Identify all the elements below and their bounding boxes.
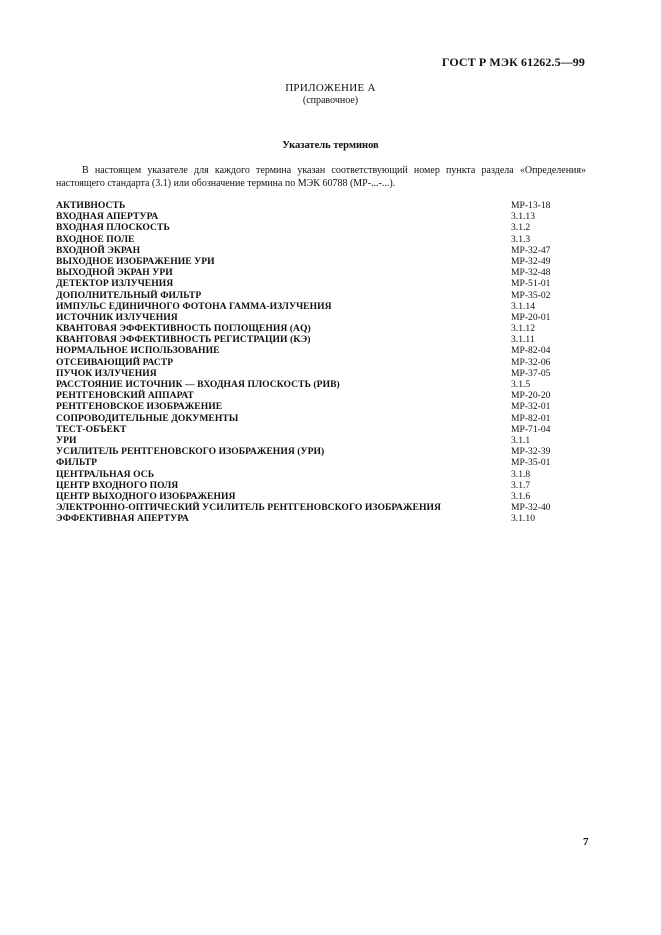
list-item	[56, 513, 576, 524]
list-item	[56, 357, 576, 368]
term-reference: 3.1.10	[511, 513, 535, 525]
term-name: КВАНТОВАЯ ЭФФЕКТИВНОСТЬ РЕГИСТРАЦИИ (KЭ)	[56, 334, 311, 346]
term-reference: МР-32-49	[511, 255, 551, 267]
term-reference: МР-35-02	[511, 289, 551, 301]
term-reference: МР-20-01	[511, 311, 551, 323]
list-item	[56, 301, 576, 312]
term-name: ЭЛЕКТРОННО-ОПТИЧЕСКИЙ УСИЛИТЕЛЬ РЕНТГЕНОВСКОГО ИЗОБРАЖЕНИЯ	[56, 502, 441, 514]
terms-list	[56, 200, 576, 524]
term-reference: МР-32-40	[511, 502, 551, 514]
term-reference: 3.1.5	[511, 379, 531, 390]
term-name: ИСТОЧНИК ИЗЛУЧЕНИЯ	[56, 311, 178, 323]
term-reference: 3.1.13	[511, 211, 535, 223]
list-item	[56, 222, 576, 233]
list-item	[56, 368, 576, 379]
term-name: НОРМАЛЬНОЕ ИСПОЛЬЗОВАНИЕ	[56, 345, 220, 357]
list-item	[56, 312, 576, 323]
term-name: ВХОДНОЙ ЭКРАН	[56, 244, 141, 256]
list-item	[56, 457, 576, 468]
term-reference: 3.1.1	[511, 434, 531, 446]
term-reference: 3.1.11	[511, 334, 535, 346]
list-item	[56, 200, 576, 211]
standard-header: ГОСТ Р МЭК 61262.5—99	[441, 55, 585, 69]
term-name: ТЕСТ-ОБЪЕКТ	[56, 423, 127, 435]
list-item	[56, 334, 576, 345]
list-item	[56, 413, 576, 424]
term-name: ВЫХОДНОЕ ИЗОБРАЖЕНИЕ УРИ	[56, 255, 215, 267]
term-reference: МР-82-01	[511, 412, 551, 424]
list-item	[56, 424, 576, 435]
term-name: ЦЕНТР ВХОДНОГО ПОЛЯ	[56, 479, 179, 491]
term-name: РАССТОЯНИЕ ИСТОЧНИК — ВХОДНАЯ ПЛОСКОСТЬ (РИВ)	[56, 379, 340, 390]
term-reference: МР-13-18	[511, 200, 551, 211]
term-reference: МР-32-39	[511, 446, 551, 458]
term-reference: МР-35-01	[511, 457, 551, 469]
list-item	[56, 469, 576, 480]
term-name: РЕНТГЕНОВСКИЙ АППАРАТ	[56, 390, 194, 402]
list-item	[56, 211, 576, 222]
term-name: ДОПОЛНИТЕЛЬНЫЙ ФИЛЬТР	[56, 289, 202, 301]
list-item	[56, 502, 576, 513]
term-name: СОПРОВОДИТЕЛЬНЫЕ ДОКУМЕНТЫ	[56, 412, 239, 424]
index-title: Указатель терминов	[282, 140, 379, 151]
list-item	[56, 446, 576, 457]
term-reference: МР-32-06	[511, 356, 551, 368]
list-item	[56, 245, 576, 256]
term-name: ПУЧОК ИЗЛУЧЕНИЯ	[56, 367, 157, 379]
term-name: ДЕТЕКТОР ИЗЛУЧЕНИЯ	[56, 278, 174, 290]
term-name: ИМПУЛЬС ЕДИНИЧНОГО ФОТОНА ГАММА-ИЗЛУЧЕНИЯ	[56, 300, 332, 312]
list-item	[56, 401, 576, 412]
term-reference: 3.1.2	[511, 222, 531, 234]
appendix-subtitle: (справочное)	[302, 95, 359, 106]
term-name: КВАНТОВАЯ ЭФФЕКТИВНОСТЬ ПОГЛОЩЕНИЯ (AQ)	[56, 323, 311, 335]
term-reference: 3.1.12	[511, 323, 535, 335]
term-reference: МР-51-01	[511, 278, 551, 290]
list-item	[56, 491, 576, 502]
list-item	[56, 480, 576, 491]
term-name: УРИ	[56, 434, 77, 446]
term-name: ВХОДНОЕ ПОЛЕ	[56, 233, 135, 245]
list-item	[56, 345, 576, 356]
term-reference: МР-32-48	[511, 267, 551, 279]
term-reference: 3.1.6	[511, 490, 531, 502]
list-item	[56, 435, 576, 446]
list-item	[56, 290, 576, 301]
term-name: РЕНТГЕНОВСКОЕ ИЗОБРАЖЕНИЕ	[56, 401, 223, 413]
term-reference: 3.1.7	[511, 479, 531, 491]
term-reference: 3.1.14	[511, 300, 535, 312]
list-item	[56, 234, 576, 245]
term-reference: МР-32-47	[511, 244, 551, 256]
term-name: ВХОДНАЯ АПЕРТУРА	[56, 211, 159, 223]
list-item	[56, 379, 576, 390]
list-item	[56, 256, 576, 267]
term-name: УСИЛИТЕЛЬ РЕНТГЕНОВСКОГО ИЗОБРАЖЕНИЯ (УРИ)	[56, 446, 325, 458]
term-name: ЦЕНТР ВЫХОДНОГО ИЗОБРАЖЕНИЯ	[56, 490, 236, 502]
index-intro: В настоящем указателе для каждого термина указан соответствующий номер пункта раздела «Определения» настоящего стандарта (3.1) или обозначение термина по МЭК 60788 (МР-...-...).	[56, 165, 586, 189]
term-reference: МР-37-05	[511, 367, 551, 379]
term-name: ФИЛЬТР	[56, 457, 98, 469]
term-reference: 3.1.8	[511, 468, 531, 480]
list-item	[56, 390, 576, 401]
term-name: ЭФФЕКТИВНАЯ АПЕРТУРА	[56, 513, 189, 525]
term-name: ОТСЕИВАЮЩИЙ РАСТР	[56, 356, 174, 368]
term-name: ВХОДНАЯ ПЛОСКОСТЬ	[56, 222, 170, 234]
term-name: ВЫХОДНОЙ ЭКРАН УРИ	[56, 267, 173, 279]
term-reference: МР-20-20	[511, 390, 551, 402]
term-name: ЦЕНТРАЛЬНАЯ ОСЬ	[56, 468, 155, 480]
term-reference: МР-71-04	[511, 423, 551, 435]
list-item	[56, 267, 576, 278]
term-name: АКТИВНОСТЬ	[56, 200, 126, 211]
term-reference: МР-82-04	[511, 345, 551, 357]
list-item	[56, 323, 576, 334]
term-reference: 3.1.3	[511, 233, 531, 245]
term-reference: МР-32-01	[511, 401, 551, 413]
page-number: 7	[583, 836, 589, 848]
appendix-title: ПРИЛОЖЕНИЕ А	[285, 82, 376, 94]
list-item	[56, 278, 576, 289]
